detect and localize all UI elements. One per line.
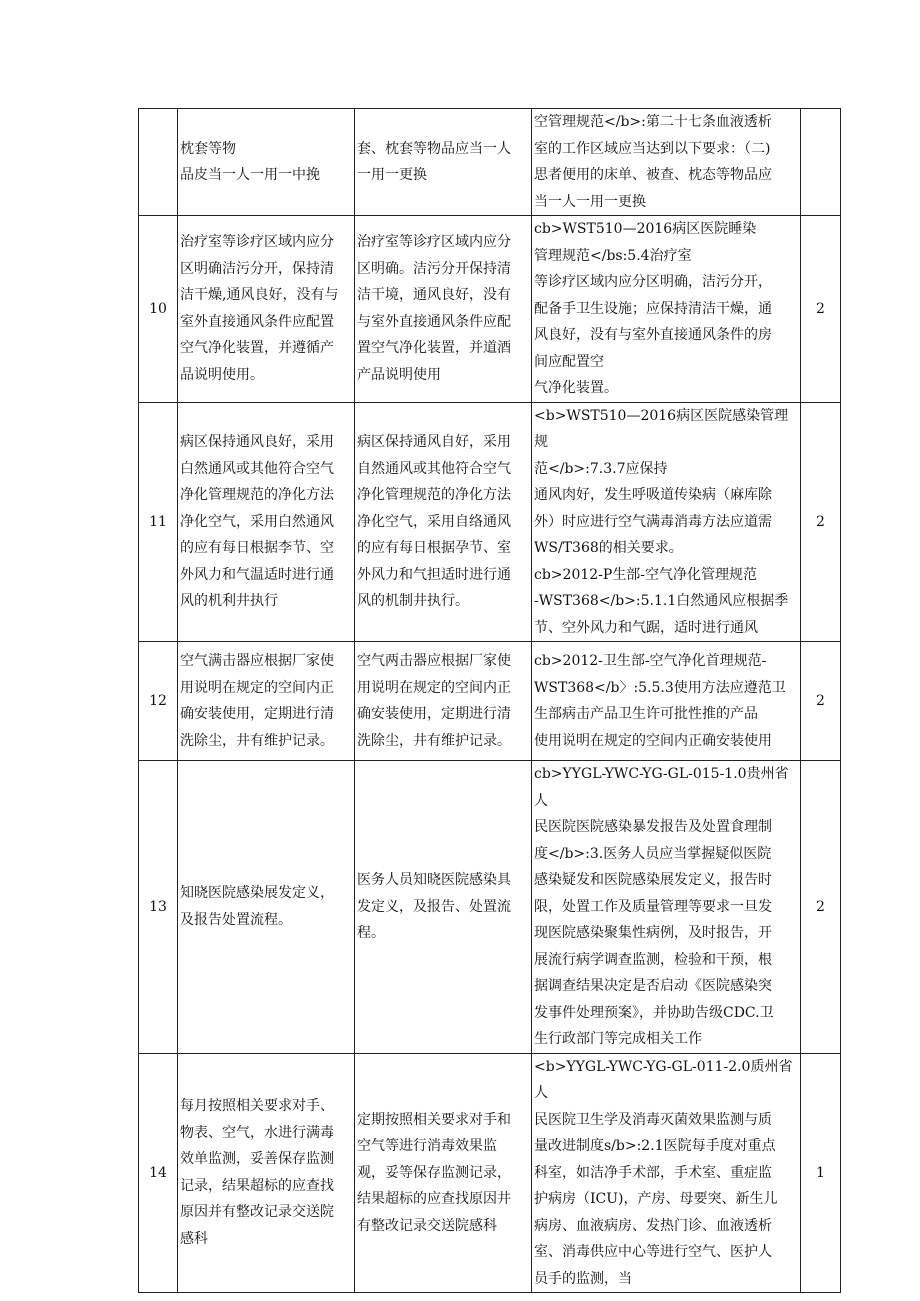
- score-cell: 2: [801, 642, 841, 761]
- requirement-cell: 空气满击器应根据厂家使 用说明在规定的空间内正 确安装使用，定期进行清 洗除尘，井有维护记录。: [178, 642, 355, 761]
- table-row: [139, 109, 841, 216]
- row-number: 12: [139, 642, 178, 761]
- standards-table: [138, 108, 841, 1293]
- method-cell: 病区保持通风自好，采用 自然通风或其他符合空气 净化管理规范的净化方法 净化空气，采用自络通风 的应有每日根据孕节、室 外风力和气担适时进行通 风的机制井执行。: [355, 402, 532, 642]
- basis-cell: 空管理规范</b>:第二十七条血液透析 室的工作区域应当达到以下要求：（二) 思者便用的床单、被查、枕态等物品应 当一人一用一更换: [532, 109, 801, 216]
- table-row: [139, 642, 841, 761]
- method-cell: 医务人员知晓医院感染具 发定义，及报告、处置流 程。: [355, 761, 532, 1054]
- basis-cell: cb>2012-卫生部-空气净化首理规范- WST368</b〉:5.5.3使用方法应遵范卫 生部病击产品卫生许可批性推的产品 使用说明在规定的空间内正确安装使用: [532, 642, 801, 761]
- score-cell: 2: [801, 761, 841, 1054]
- basis-cell: cb>WST510—2016病区医院睡染 管理规范</bs:5.4治疗室 等诊疗区域内应分区明确，洁污分开， 配备手卫生设施；应保持清洁干燥，通 风良好，没有与室外直接通风条件的房 间应配置空 气净化装置。: [532, 216, 801, 403]
- method-cell: 套、枕套等物品应当一人 一用一更换: [355, 109, 532, 216]
- method-cell: 治疗室等诊疗区域内应分 区明确。洁污分开保持清 洁干境，通风良好，没有 与室外直接通风条件应配 置空气净化装置，并道酒 产品说明使用: [355, 216, 532, 403]
- basis-cell: <b>YYGL-YWC-YG-GL-011-2.0质州省人 民医院卫生学及消毒灭菌效果监测与质 量改进制度s/b>:2.1医院每手度对重点 科室，如洁净手术部，手术室、重症监 护病房（ICU)，产房、母要突、新生儿 病房、血液病房、发热门诊、血液透析 室、消毒供应中心等进行空气、医护人 员手的监测，当: [532, 1053, 801, 1293]
- table-row: [139, 216, 841, 403]
- basis-cell: <b>WST510—2016病区医院感染管理规 范</b>:7.3.7应保持 通风肉好，发生呼吸道传染病（麻库除 外）时应进行空气满毒消毒方法应道需 WS/T368的相关要求。 cb>2012-P生部-空气净化管理规范 -WST368</b>:5.1.1白然通风应根据季 节、空外风力和气踞，适时进行通风: [532, 402, 801, 642]
- method-cell: 定期按照相关要求对手和 空气等进行消毒效果监 观，妥等保存监测记录， 结果超标的应查找原因井 有整改记录交送院感科: [355, 1053, 532, 1293]
- basis-cell: cb>YYGL-YWC-YG-GL-015-1.0贵州省人 民医院医院感染暴发报告及处置食理制 度</b>:3.医务人员应当掌握疑似医院 感染疑发和医院感染展发定义，报告时 限，处置工作及质量管理等要求一旦发 现医院感染聚集性病例，及时报告，开 展流行病学调查监测，检验和干预，根 据调查结果决定是否启动《医院感染突 发事件处理预案》，并协助告级CDC.卫 生行政部门等完成相关工作: [532, 761, 801, 1054]
- table-row: [139, 761, 841, 1054]
- score-cell: 1: [801, 1053, 841, 1293]
- method-cell: 空气两击器应根据厂家使 用说明在规定的空间内正 确安装使用，定期进行清 洗除尘，井有维护记录。: [355, 642, 532, 761]
- row-number: [139, 109, 178, 216]
- table-row: [139, 1053, 841, 1293]
- requirement-cell: 每月按照相关要求对手、 物表、空气，水进行满毒 效单监测，妥善保存监测 记录，结果超标的应查找 原因并有整改记录交送院 感科: [178, 1053, 355, 1293]
- row-number: 11: [139, 402, 178, 642]
- score-cell: 2: [801, 402, 841, 642]
- requirement-cell: 枕套等物 品皮当一人一用一中挽: [178, 109, 355, 216]
- requirement-cell: 治疗室等诊疗区域内应分 区明确洁污分开，保持清 洁干燥,通风良好，没有与 室外直接通风条件应配置 空气净化装置，并遵循产 品说明使用。: [178, 216, 355, 403]
- requirement-cell: 知晓医院感染展发定义， 及报告处置流程。: [178, 761, 355, 1054]
- row-number: 13: [139, 761, 178, 1054]
- table-row: [139, 402, 841, 642]
- row-number: 14: [139, 1053, 178, 1293]
- score-cell: [801, 109, 841, 216]
- row-number: 10: [139, 216, 178, 403]
- requirement-cell: 病区保持通风良好，采用 白然通风或其他符合空气 净化管理规范的净化方法 净化空气，采用白然通风 的应有每日根据李节、空 外风力和气温适时进行通 风的机利井执行: [178, 402, 355, 642]
- score-cell: 2: [801, 216, 841, 403]
